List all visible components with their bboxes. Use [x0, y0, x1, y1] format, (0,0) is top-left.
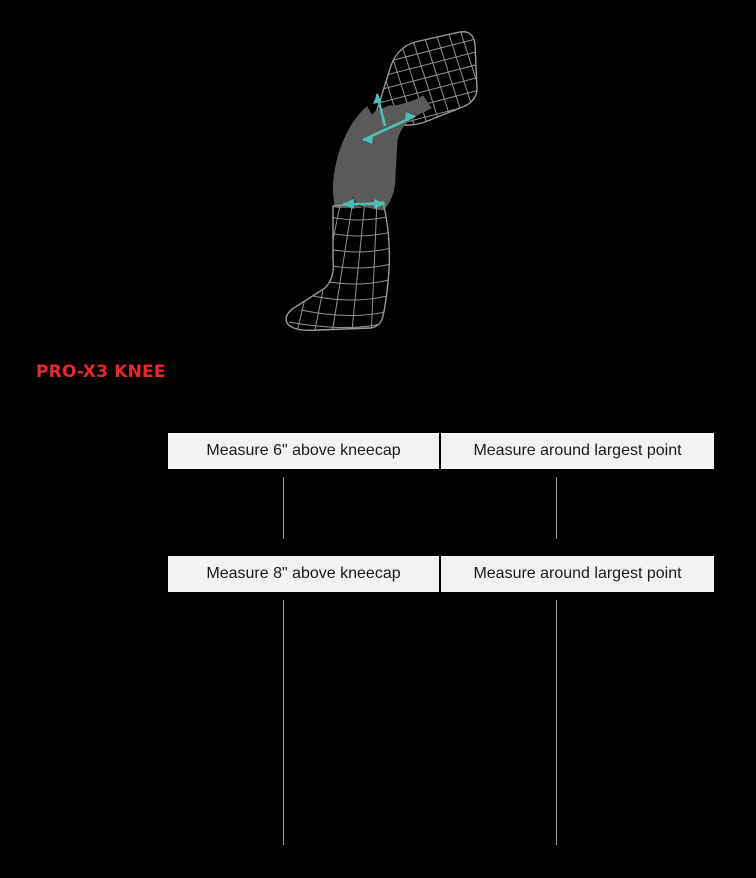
- leader-line: [283, 600, 284, 845]
- leader-line: [556, 477, 557, 539]
- calf-mesh: [289, 200, 391, 340]
- leader-line: [283, 477, 284, 539]
- table-row: [168, 556, 714, 592]
- leader-line: [556, 600, 557, 845]
- measure-cell-right: Measure around largest point: [473, 565, 682, 582]
- measure-cell-right: Measure around largest point: [473, 442, 682, 459]
- table-row: [168, 433, 714, 469]
- measure-cell-left: Measure 6" above kneecap: [168, 433, 441, 469]
- leg-with-knee-sleeve-diagram: [255, 20, 505, 350]
- measure-cell-left: Measure 8" above kneecap: [168, 556, 441, 592]
- page-title: PRO-X3 KNEE: [36, 362, 166, 382]
